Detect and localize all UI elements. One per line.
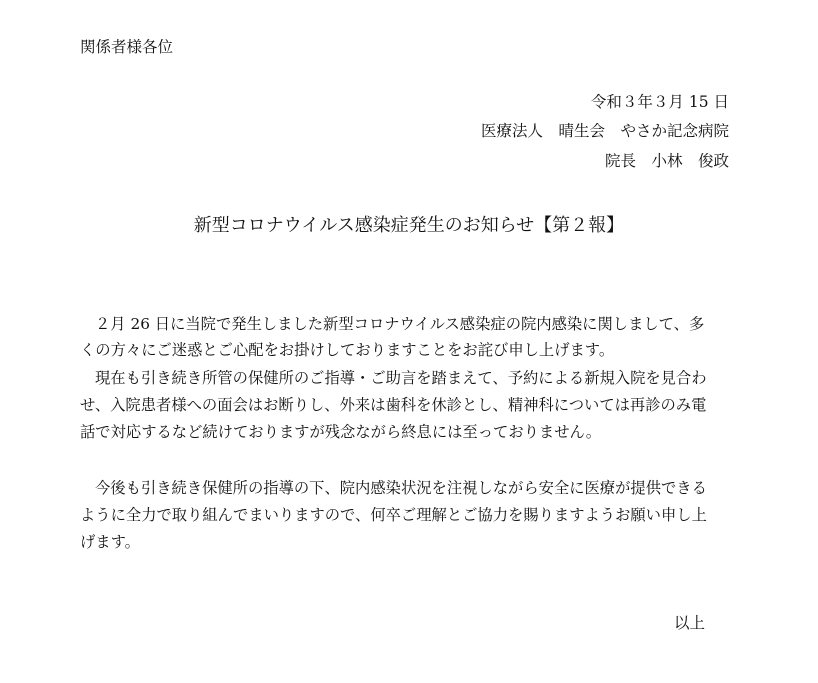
closing-mark: 以上 [674, 614, 706, 632]
paragraph-line: 今後も引き続き保健所の指導の下、院内感染状況を注視しながら安全に医療が提供できる [95, 479, 707, 497]
paragraph-line: 現在も引き続き所管の保健所のご指導・ご助言を踏まえて、予約による新規入院を見合わ [95, 369, 707, 387]
date-line: 令和３年３月 15 日 [590, 93, 729, 111]
sender-organization: 医療法人 晴生会 やさか記念病院 [480, 122, 729, 140]
sender-name: 院長 小林 俊政 [604, 152, 729, 170]
paragraph-line: げます。 [80, 533, 140, 551]
paragraph-line: せ、入院患者様への面会はお断りし、外来は歯科を休診とし、精神科については再診のみ電 [80, 396, 707, 414]
paragraph-line: 話で対応するなど続けておりますが残念ながら終息には至っておりません。 [80, 423, 602, 441]
paragraph-line: ように全力で取り組んでまいりますので、何卒ご理解とご協力を賜りますようお願い申し上 [80, 506, 707, 524]
paragraph-line: くの方々にご迷惑とご心配をお掛けしておりますことをお詫び申し上げます。 [80, 341, 615, 359]
document-title: 新型コロナウイルス感染症発生のお知らせ【第２報】 [193, 215, 625, 236]
paragraph-line: ２月 26 日に当院で発生しました新型コロナウイルス感染症の院内感染に関しまして、多 [95, 315, 705, 333]
recipient-line: 関係者様各位 [80, 38, 174, 56]
